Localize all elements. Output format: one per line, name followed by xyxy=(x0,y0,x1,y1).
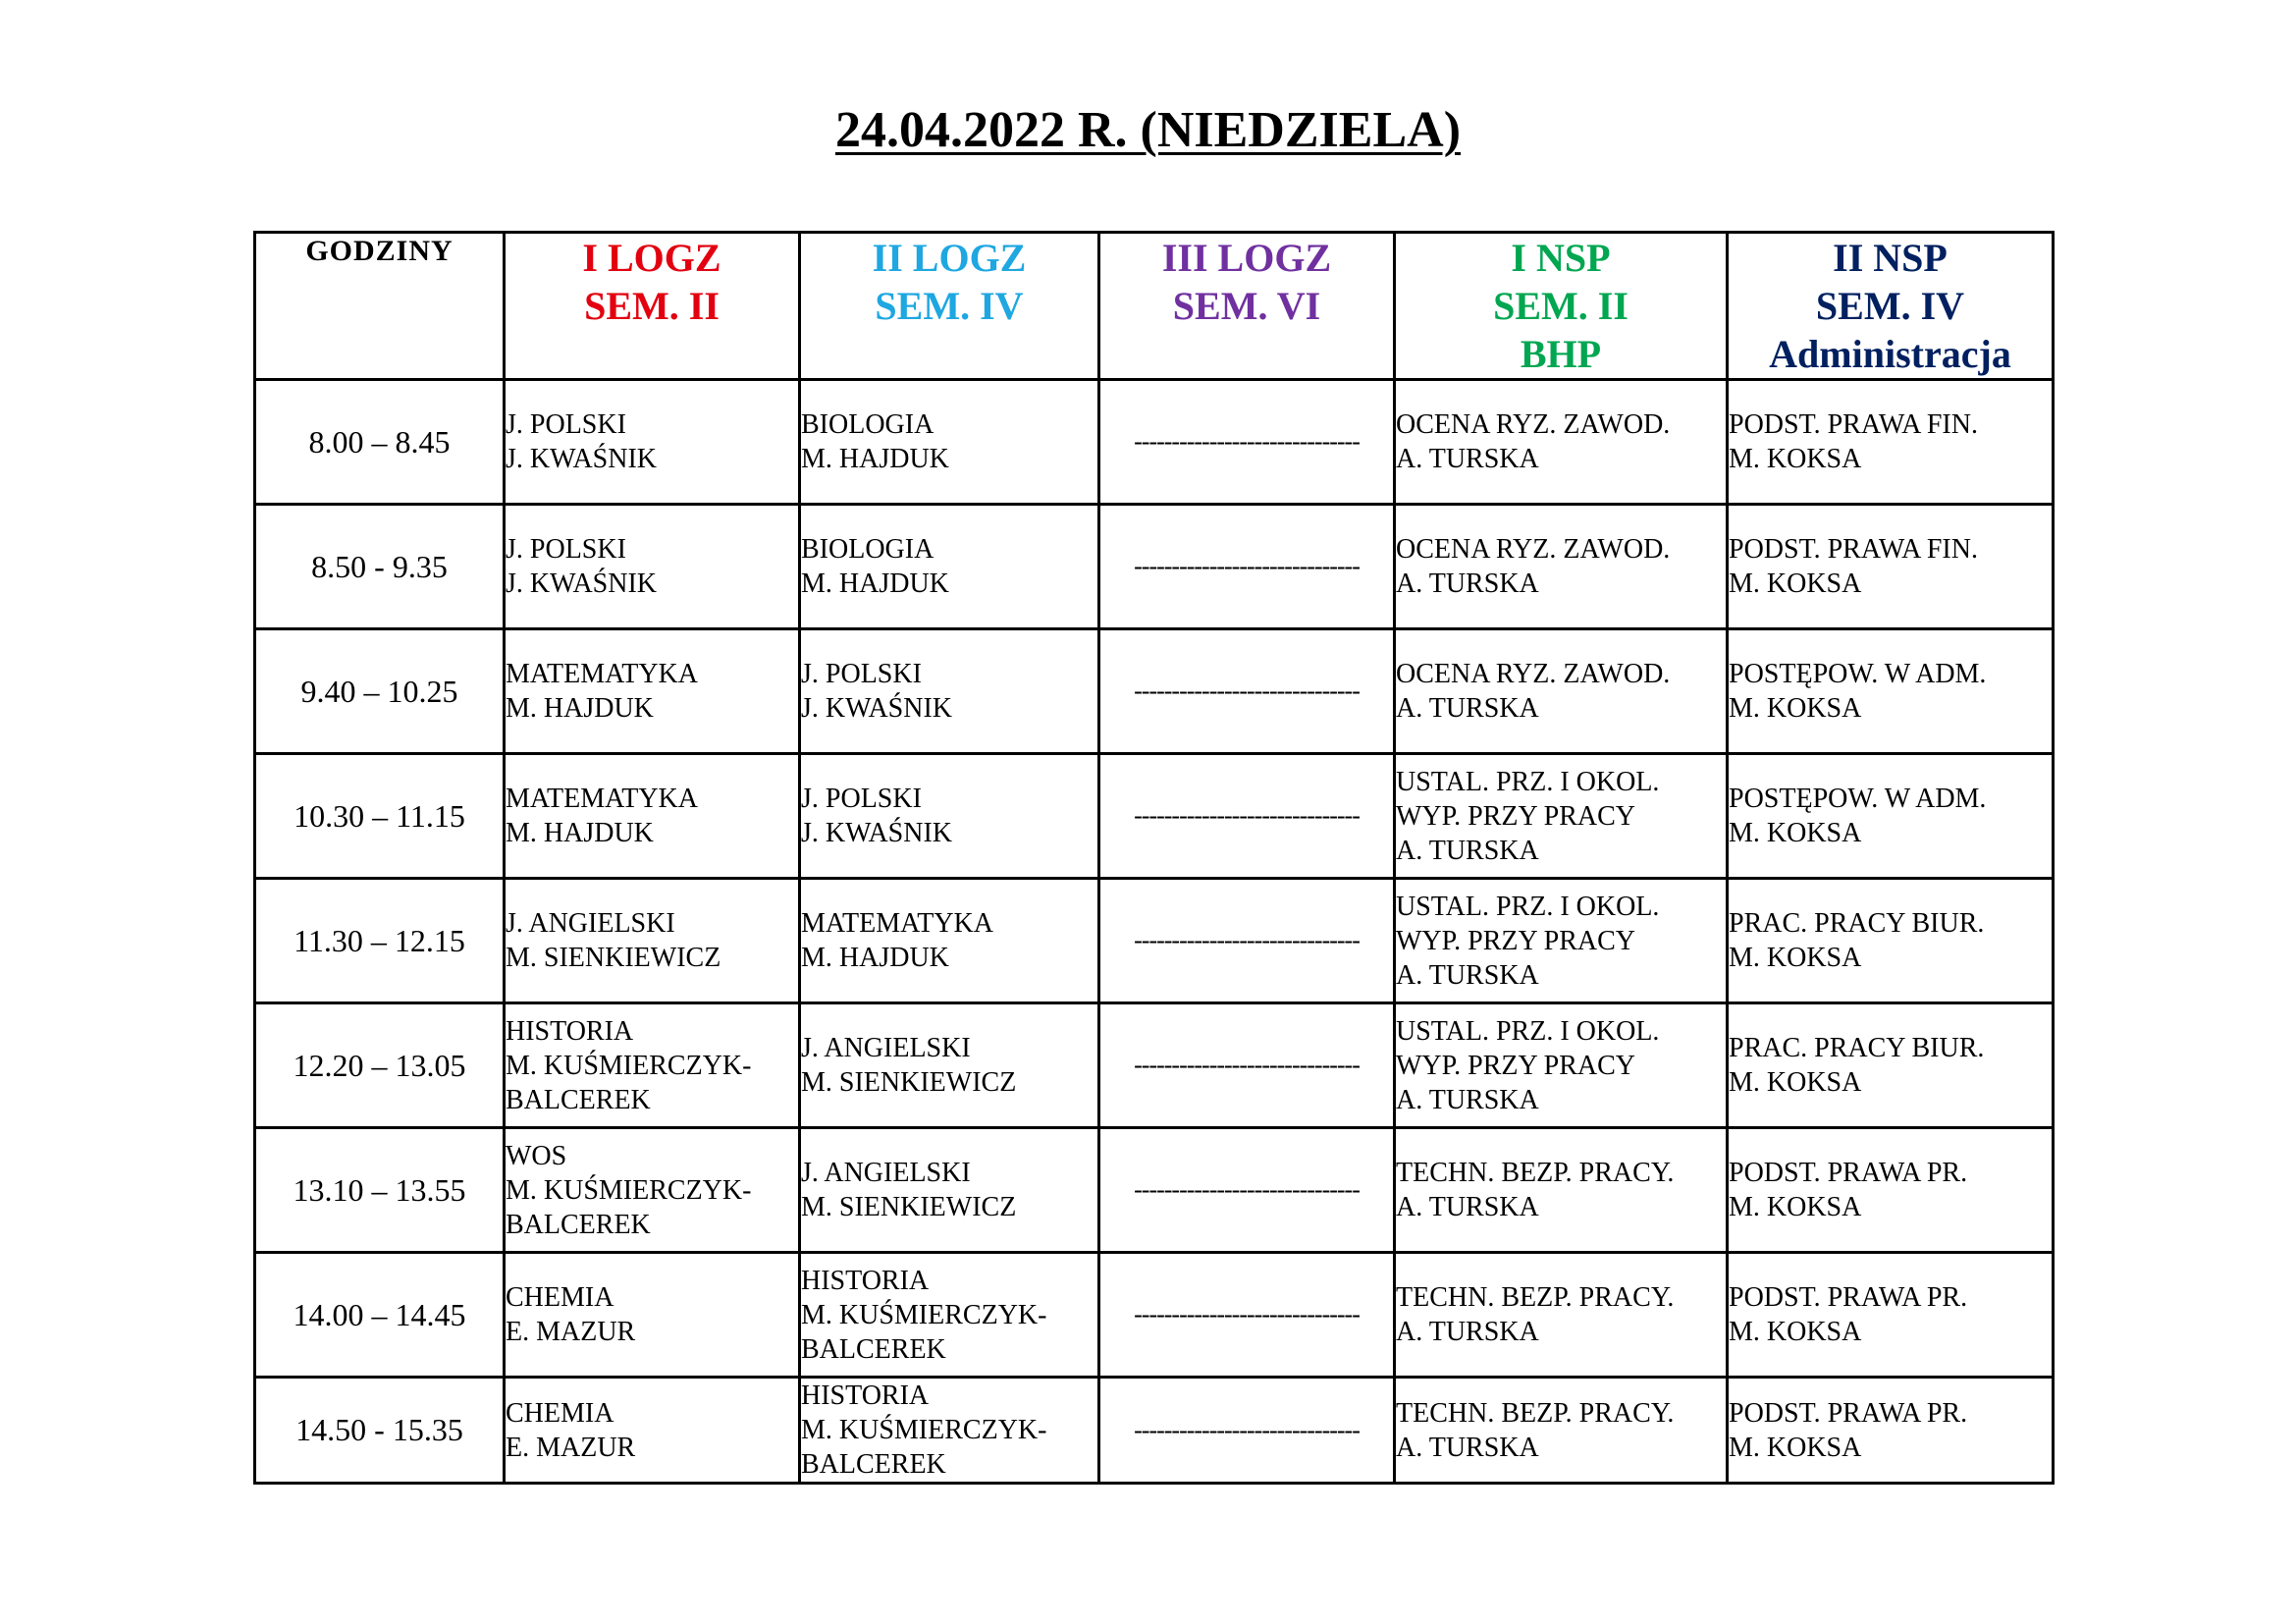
lesson-line: M. KOKSA xyxy=(1729,693,1862,724)
header-line: SEM. II xyxy=(1493,284,1629,328)
lesson-cell xyxy=(505,1128,800,1253)
lesson-line: HISTORIA xyxy=(801,1380,930,1411)
lesson-cell xyxy=(1728,1378,2054,1484)
lesson-cell xyxy=(1395,1378,1728,1484)
lesson-cell xyxy=(1728,754,2054,879)
lesson-line: POSTĘPOW. W ADM. xyxy=(1729,784,1987,814)
lesson-line: M. SIENKIEWICZ xyxy=(506,943,721,973)
time-slot: 9.40 – 10.25 xyxy=(255,629,505,754)
lesson-line: J. POLSKI xyxy=(801,784,922,814)
lesson-line: M. SIENKIEWICZ xyxy=(801,1192,1017,1222)
lesson-line: M. KOKSA xyxy=(1729,1067,1862,1098)
lesson-line: M. KUŚMIERCZYK- xyxy=(801,1299,1047,1330)
lesson-line: M. HAJDUK xyxy=(801,568,949,599)
lesson-line: J. ANGIELSKI xyxy=(801,1158,971,1188)
lesson-line: A. TURSKA xyxy=(1396,959,1539,991)
lesson-cell xyxy=(800,1003,1099,1128)
empty-cell: ------------------------------ xyxy=(1099,629,1395,754)
table-row xyxy=(255,380,2054,505)
lesson-cell xyxy=(800,505,1099,629)
lesson-cell xyxy=(1728,1128,2054,1253)
table-row xyxy=(255,505,2054,629)
empty-cell: ------------------------------ xyxy=(1099,754,1395,879)
lesson-cell xyxy=(505,380,800,505)
lesson-cell xyxy=(1728,1253,2054,1378)
lesson-line: POSTĘPOW. W ADM. xyxy=(1729,659,1987,689)
lesson-line: J. KWAŚNIK xyxy=(801,693,952,724)
lesson-line: J. POLSKI xyxy=(506,534,626,565)
lesson-cell xyxy=(1395,629,1728,754)
header-line: Administracja xyxy=(1769,332,2011,376)
lesson-line: M. KOKSA xyxy=(1729,1192,1862,1222)
lesson-line: A. TURSKA xyxy=(1396,1084,1539,1115)
lesson-line: BALCEREK xyxy=(506,1209,651,1240)
lesson-line: HISTORIA xyxy=(801,1265,930,1296)
schedule-body xyxy=(255,380,2054,1484)
lesson-line: M. KOKSA xyxy=(1729,818,1862,848)
time-slot: 14.50 - 15.35 xyxy=(255,1378,505,1484)
header-line: III LOGZ xyxy=(1161,236,1332,280)
lesson-cell xyxy=(800,1128,1099,1253)
lesson-line: M. KOKSA xyxy=(1729,943,1862,973)
lesson-line: PODST. PRAWA FIN. xyxy=(1729,409,1978,440)
empty-cell: ------------------------------ xyxy=(1099,1253,1395,1378)
lesson-cell xyxy=(1395,1003,1728,1128)
lesson-line: USTAL. PRZ. I OKOL. xyxy=(1396,891,1660,922)
lesson-cell xyxy=(1728,629,2054,754)
empty-cell: ------------------------------ xyxy=(1099,1128,1395,1253)
lesson-cell xyxy=(505,879,800,1003)
lesson-line: MATEMATYKA xyxy=(506,784,698,814)
lesson-line: CHEMIA xyxy=(506,1282,614,1313)
lesson-line: PODST. PRAWA FIN. xyxy=(1729,534,1978,565)
lesson-line: M. KOKSA xyxy=(1729,1432,1862,1463)
header-line: II NSP xyxy=(1833,236,1948,280)
lesson-line: OCENA RYZ. ZAWOD. xyxy=(1396,534,1671,565)
lesson-cell xyxy=(800,754,1099,879)
lesson-line: A. TURSKA xyxy=(1396,1317,1539,1347)
lesson-line: A. TURSKA xyxy=(1396,835,1539,866)
lesson-line: M. KOKSA xyxy=(1729,1317,1862,1347)
header-hours: GODZINY xyxy=(255,233,505,380)
time-slot: 13.10 – 13.55 xyxy=(255,1128,505,1253)
time-slot: 11.30 – 12.15 xyxy=(255,879,505,1003)
lesson-cell xyxy=(800,879,1099,1003)
lesson-cell xyxy=(800,380,1099,505)
lesson-cell xyxy=(505,1253,800,1378)
lesson-line: M. SIENKIEWICZ xyxy=(801,1067,1017,1098)
lesson-line: PRAC. PRACY BIUR. xyxy=(1729,1033,1985,1063)
table-row xyxy=(255,879,2054,1003)
lesson-line: USTAL. PRZ. I OKOL. xyxy=(1396,1015,1660,1047)
header-line: SEM. II xyxy=(584,284,720,328)
header-row xyxy=(255,233,2054,380)
lesson-line: M. KUŚMIERCZYK- xyxy=(801,1415,1047,1445)
time-slot: 12.20 – 13.05 xyxy=(255,1003,505,1128)
lesson-cell xyxy=(1395,879,1728,1003)
lesson-line: M. HAJDUK xyxy=(506,693,654,724)
time-slot: 10.30 – 11.15 xyxy=(255,754,505,879)
empty-cell: ------------------------------ xyxy=(1099,1378,1395,1484)
lesson-line: J. POLSKI xyxy=(801,659,922,689)
lesson-cell xyxy=(1728,1003,2054,1128)
lesson-line: MATEMATYKA xyxy=(506,659,698,689)
lesson-line: TECHN. BEZP. PRACY. xyxy=(1396,1397,1675,1429)
lesson-line: HISTORIA xyxy=(506,1015,634,1047)
lesson-line: E. MAZUR xyxy=(506,1432,636,1463)
lesson-line: M. KOKSA xyxy=(1729,568,1862,599)
lesson-line: J. ANGIELSKI xyxy=(801,1033,971,1063)
lesson-line: PODST. PRAWA PR. xyxy=(1729,1282,1968,1313)
lesson-line: M. HAJDUK xyxy=(801,943,949,973)
header-line: II LOGZ xyxy=(872,236,1027,280)
lesson-cell xyxy=(1395,1253,1728,1378)
schedule-table xyxy=(253,231,2055,1485)
lesson-cell xyxy=(1395,754,1728,879)
lesson-cell xyxy=(1728,505,2054,629)
table-row xyxy=(255,1378,2054,1484)
lesson-line: M. KOKSA xyxy=(1729,444,1862,474)
lesson-cell xyxy=(800,1253,1099,1378)
lesson-line: J. KWAŚNIK xyxy=(506,444,657,474)
lesson-cell xyxy=(505,1003,800,1128)
lesson-line: WYP. PRZY PRACY xyxy=(1396,1050,1636,1081)
lesson-line: M. KUŚMIERCZYK- xyxy=(506,1050,752,1081)
lesson-line: E. MAZUR xyxy=(506,1317,636,1347)
lesson-cell xyxy=(800,629,1099,754)
empty-cell: ------------------------------ xyxy=(1099,505,1395,629)
lesson-cell xyxy=(1395,1128,1728,1253)
lesson-cell xyxy=(505,505,800,629)
header-line: I LOGZ xyxy=(582,236,721,280)
lesson-line: TECHN. BEZP. PRACY. xyxy=(1396,1282,1675,1313)
header-line: BHP xyxy=(1520,332,1602,376)
time-slot: 8.50 - 9.35 xyxy=(255,505,505,629)
lesson-line: PODST. PRAWA PR. xyxy=(1729,1158,1968,1188)
lesson-line: TECHN. BEZP. PRACY. xyxy=(1396,1158,1675,1188)
header-class-col xyxy=(1728,233,2054,380)
lesson-line: M. KUŚMIERCZYK- xyxy=(506,1174,752,1206)
lesson-line: CHEMIA xyxy=(506,1397,614,1429)
header-class-col xyxy=(1395,233,1728,380)
table-row xyxy=(255,1253,2054,1378)
lesson-line: J. ANGIELSKI xyxy=(506,908,675,939)
lesson-line: M. HAJDUK xyxy=(506,818,654,848)
lesson-line: BALCEREK xyxy=(506,1084,651,1115)
lesson-line: WYP. PRZY PRACY xyxy=(1396,800,1636,832)
header-class-col xyxy=(1099,233,1395,380)
lesson-line: USTAL. PRZ. I OKOL. xyxy=(1396,766,1660,797)
lesson-line: BALCEREK xyxy=(801,1449,946,1480)
table-row xyxy=(255,1003,2054,1128)
lesson-cell xyxy=(1395,380,1728,505)
lesson-line: A. TURSKA xyxy=(1396,1432,1539,1463)
lesson-line: PRAC. PRACY BIUR. xyxy=(1729,908,1985,939)
lesson-cell xyxy=(505,754,800,879)
lesson-cell xyxy=(505,629,800,754)
header-class-col xyxy=(505,233,800,380)
lesson-line: BIOLOGIA xyxy=(801,409,934,440)
lesson-line: J. KWAŚNIK xyxy=(506,568,657,599)
empty-cell: ------------------------------ xyxy=(1099,879,1395,1003)
table-row xyxy=(255,1128,2054,1253)
lesson-line: A. TURSKA xyxy=(1396,568,1539,599)
lesson-line: PODST. PRAWA PR. xyxy=(1729,1397,1968,1429)
lesson-cell xyxy=(1728,879,2054,1003)
time-slot: 8.00 – 8.45 xyxy=(255,380,505,505)
lesson-line: OCENA RYZ. ZAWOD. xyxy=(1396,659,1671,689)
lesson-line: MATEMATYKA xyxy=(801,908,993,939)
lesson-line: WYP. PRZY PRACY xyxy=(1396,925,1636,956)
lesson-line: BALCEREK xyxy=(801,1333,946,1365)
header-line: SEM. VI xyxy=(1172,284,1321,328)
lesson-line: WOS xyxy=(506,1140,567,1171)
header-class-col xyxy=(800,233,1099,380)
lesson-cell xyxy=(505,1378,800,1484)
header-line: SEM. IV xyxy=(875,284,1024,328)
lesson-line: J. POLSKI xyxy=(506,409,626,440)
time-slot: 14.00 – 14.45 xyxy=(255,1253,505,1378)
lesson-line: A. TURSKA xyxy=(1396,693,1539,724)
lesson-cell xyxy=(1728,380,2054,505)
lesson-cell xyxy=(800,1378,1099,1484)
lesson-cell xyxy=(1395,505,1728,629)
header-line: SEM. IV xyxy=(1815,284,1965,328)
lesson-line: J. KWAŚNIK xyxy=(801,818,952,848)
page-title: 24.04.2022 R. (NIEDZIELA) xyxy=(834,102,1462,158)
header-line: I NSP xyxy=(1511,236,1611,280)
lesson-line: A. TURSKA xyxy=(1396,1192,1539,1222)
lesson-line: BIOLOGIA xyxy=(801,534,934,565)
lesson-line: A. TURSKA xyxy=(1396,444,1539,474)
lesson-line: M. HAJDUK xyxy=(801,444,949,474)
lesson-line: OCENA RYZ. ZAWOD. xyxy=(1396,409,1671,440)
table-row xyxy=(255,629,2054,754)
table-row xyxy=(255,754,2054,879)
empty-cell: ------------------------------ xyxy=(1099,380,1395,505)
empty-cell: ------------------------------ xyxy=(1099,1003,1395,1128)
